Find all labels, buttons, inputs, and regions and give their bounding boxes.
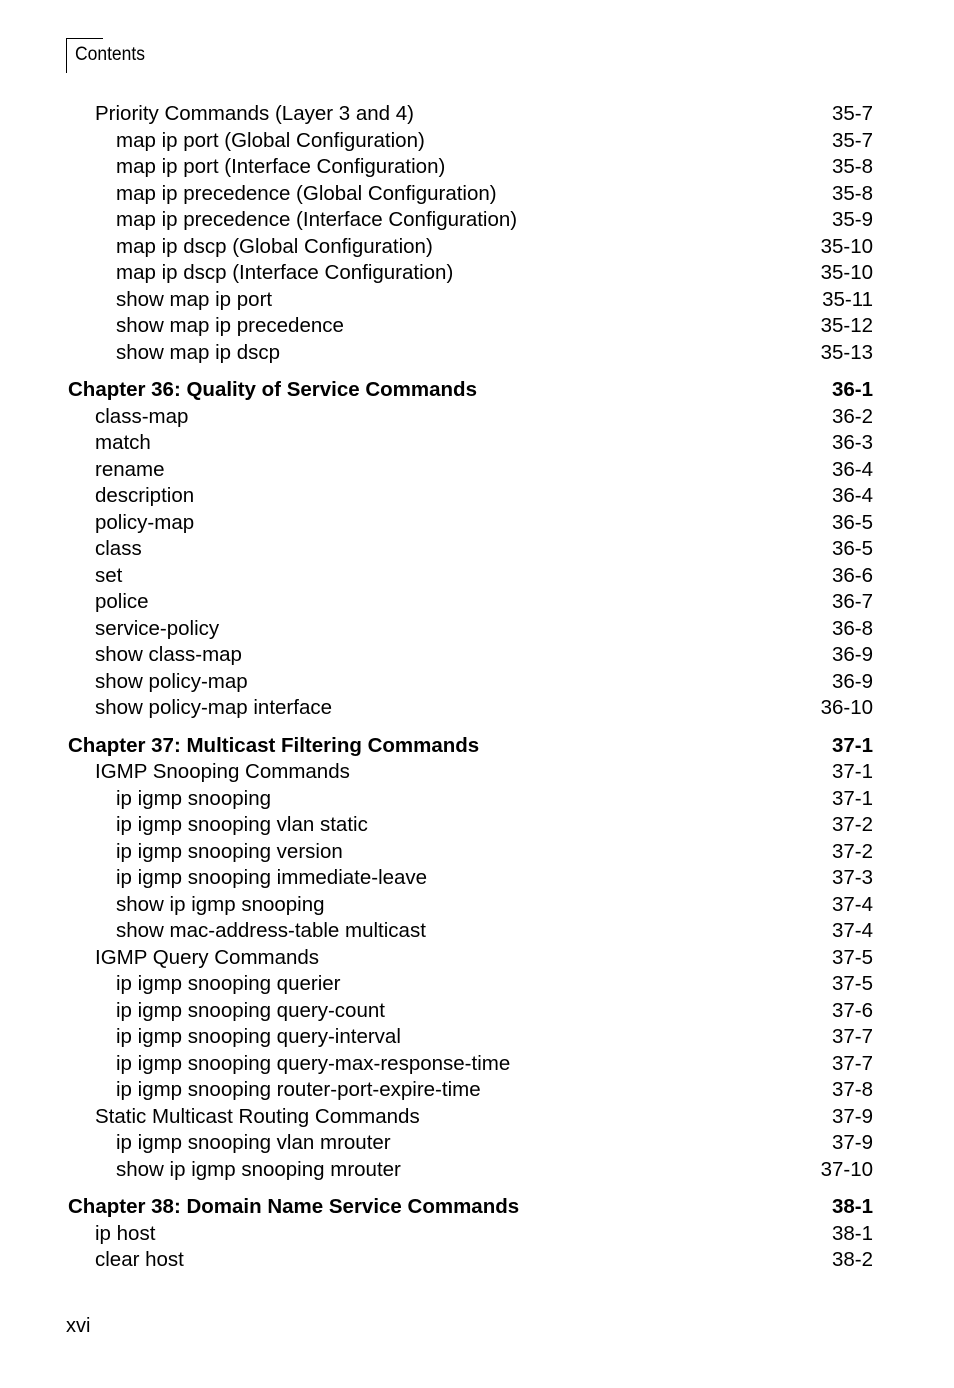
toc-entry-title: set [95, 563, 123, 587]
toc-entry[interactable] [0, 971, 954, 998]
toc-entry-page: 35-7 [831, 128, 873, 152]
toc-entry-page: 36-4 [831, 457, 873, 481]
toc-entry-page: 35-12 [820, 314, 873, 337]
toc-entry[interactable] [0, 589, 954, 616]
toc-entry-title: ip igmp snooping query-interval [116, 1025, 401, 1048]
toc-entry[interactable] [0, 1247, 954, 1274]
toc-entry-page: 36-1 [831, 378, 873, 401]
toc-entry[interactable] [0, 669, 954, 696]
toc-entry[interactable] [0, 207, 954, 234]
toc-entry-page: 37-10 [820, 1157, 873, 1181]
toc-entry-title: show class-map [95, 643, 242, 666]
toc-entry[interactable] [0, 340, 954, 367]
toc-entry-title: police [95, 590, 149, 613]
toc-entry[interactable] [0, 483, 954, 510]
toc-entry-page: 37-2 [831, 813, 873, 836]
toc-entry-page: 36-9 [831, 669, 873, 693]
toc-entry-title: class-map [95, 404, 189, 428]
toc-entry-title: show policy-map [95, 669, 248, 693]
toc-entry[interactable] [0, 313, 954, 340]
toc-entry[interactable] [0, 1051, 954, 1078]
toc-entry-page: 37-4 [831, 892, 873, 916]
toc-entry-title: show map ip port [116, 287, 273, 311]
toc-entry[interactable] [0, 234, 954, 261]
toc-entry-title: map ip precedence (Interface Configuration) [116, 208, 518, 231]
toc-entry-page: 36-8 [831, 616, 873, 640]
toc-entry-page: 35-11 [822, 287, 873, 311]
toc-entry[interactable] [0, 865, 954, 892]
toc-entry-page: 35-10 [820, 261, 873, 284]
toc-entry-page: 38-2 [831, 1248, 873, 1271]
toc-entry[interactable] [0, 510, 954, 537]
toc-entry-title: ip igmp snooping querier [116, 972, 341, 995]
toc-entry[interactable] [0, 695, 954, 722]
toc-entry[interactable] [0, 536, 954, 563]
toc-entry[interactable] [0, 786, 954, 813]
toc-entry-title: policy-map [95, 510, 195, 534]
toc-entry-page: 36-4 [831, 484, 873, 507]
toc-entry[interactable] [0, 1077, 954, 1104]
toc-entry-title: ip igmp snooping query-max-response-time [116, 1051, 511, 1075]
toc-entry-page: 36-6 [831, 563, 873, 587]
toc-entry-page: 35-8 [831, 155, 873, 178]
toc-entry[interactable] [0, 1221, 954, 1248]
toc-entry-title: map ip dscp (Interface Configuration) [116, 261, 454, 284]
toc-entry-title: show mac-address-table multicast [116, 919, 426, 942]
toc-entry-page: 35-13 [820, 340, 873, 364]
toc-entry-page: 37-5 [831, 945, 873, 969]
toc-entry-title: IGMP Snooping Commands [95, 760, 350, 783]
toc-entry-title: IGMP Query Commands [95, 945, 320, 969]
toc-entry-title: show map ip dscp [116, 340, 281, 364]
toc-entry-title: class [95, 537, 142, 560]
toc-entry[interactable] [0, 1104, 954, 1131]
toc-chapter-entry[interactable] [0, 377, 954, 404]
toc-entry[interactable] [0, 154, 954, 181]
toc-entry[interactable] [0, 1024, 954, 1051]
toc-entry[interactable] [0, 892, 954, 919]
toc-entry-title: ip igmp snooping vlan mrouter [116, 1131, 391, 1154]
toc-entry-page: 37-2 [831, 839, 873, 863]
toc-entry[interactable] [0, 260, 954, 287]
toc-entry[interactable] [0, 918, 954, 945]
toc-entry[interactable] [0, 404, 954, 431]
toc-entry-title: match [95, 431, 151, 454]
toc-entry-page: 37-7 [831, 1051, 873, 1075]
header-label: Contents [75, 44, 145, 65]
toc-entry[interactable] [0, 287, 954, 314]
toc-entry-title: show ip igmp snooping [116, 892, 325, 916]
toc-entry[interactable] [0, 457, 954, 484]
toc-entry[interactable] [0, 759, 954, 786]
toc-entry[interactable] [0, 945, 954, 972]
toc-entry[interactable] [0, 812, 954, 839]
toc-entry-page: 37-5 [831, 972, 873, 995]
toc-entry-page: 36-10 [820, 696, 873, 719]
toc-entry[interactable] [0, 998, 954, 1025]
toc-entry-page: 37-9 [831, 1131, 873, 1154]
toc-entry-page: 36-7 [831, 590, 873, 613]
toc-entry-title: map ip precedence (Global Configuration) [116, 181, 497, 205]
toc-entry-title: map ip dscp (Global Configuration) [116, 234, 433, 258]
toc-entry-page: 36-5 [831, 537, 873, 560]
toc-entry-page: 36-9 [831, 643, 873, 666]
toc-entry-page: 37-4 [831, 919, 873, 942]
toc-entry-page: 37-1 [831, 760, 873, 783]
toc-entry[interactable] [0, 101, 954, 128]
toc-chapter-entry[interactable] [0, 1194, 954, 1221]
toc-entry-title: Chapter 37: Multicast Filtering Commands [68, 733, 480, 757]
toc-entry-page: 35-7 [831, 102, 873, 125]
toc-entry-page: 37-1 [831, 733, 873, 757]
toc-entry[interactable] [0, 642, 954, 669]
toc-entry-title: ip igmp snooping [116, 786, 271, 810]
toc-entry[interactable] [0, 839, 954, 866]
page-number: xvi [66, 1315, 91, 1337]
toc-entry-page: 37-3 [831, 866, 873, 889]
toc-entry-page: 38-1 [831, 1195, 873, 1218]
toc-entry-page: 35-8 [831, 181, 873, 205]
toc-entry-title: ip igmp snooping router-port-expire-time [116, 1078, 481, 1101]
toc-entry[interactable] [0, 1157, 954, 1184]
toc-entry-page: 36-5 [831, 510, 873, 534]
toc-entry[interactable] [0, 616, 954, 643]
toc-entry-title: clear host [95, 1248, 184, 1271]
toc-entry-page: 35-9 [831, 208, 873, 231]
toc-entry-page: 37-7 [831, 1025, 873, 1048]
toc-entry-title: show map ip precedence [116, 314, 344, 337]
toc-entry-page: 36-2 [831, 404, 873, 428]
toc-entry-title: ip igmp snooping query-count [116, 998, 385, 1022]
toc-entry-title: description [95, 484, 195, 507]
toc-entry-page: 37-1 [831, 786, 873, 810]
toc-entry-page: 38-1 [831, 1221, 873, 1245]
toc-entry[interactable] [0, 563, 954, 590]
toc-entry-title: show ip igmp snooping mrouter [116, 1157, 401, 1181]
toc-entry[interactable] [0, 181, 954, 208]
toc-entry-page: 37-6 [831, 998, 873, 1022]
toc-entry-page: 36-3 [831, 431, 873, 454]
toc-entry-title: map ip port (Global Configuration) [116, 128, 425, 152]
toc-entry-title: rename [95, 457, 165, 481]
toc-entry-title: Static Multicast Routing Commands [95, 1104, 420, 1128]
toc-entry-page: 37-9 [831, 1104, 873, 1128]
toc-entry-title: map ip port (Interface Configuration) [116, 155, 446, 178]
toc-entry[interactable] [0, 128, 954, 155]
toc-entry-title: Chapter 36: Quality of Service Commands [68, 378, 477, 401]
toc-entry-title: service-policy [95, 616, 220, 640]
toc-entry-title: ip igmp snooping version [116, 839, 343, 863]
toc-chapter-entry[interactable] [0, 733, 954, 760]
toc-entry-title: Priority Commands (Layer 3 and 4) [95, 102, 415, 125]
toc-entry-title: ip igmp snooping vlan static [116, 813, 368, 836]
toc-entry-page: 37-8 [831, 1078, 873, 1101]
toc-entry-title: ip igmp snooping immediate-leave [116, 866, 428, 889]
toc-entry-title: Chapter 38: Domain Name Service Commands [68, 1195, 520, 1218]
table-of-contents [0, 101, 954, 1274]
toc-entry[interactable] [0, 1130, 954, 1157]
toc-entry-title: ip host [95, 1221, 156, 1245]
toc-entry-page: 35-10 [820, 234, 873, 258]
toc-entry[interactable] [0, 430, 954, 457]
toc-entry-title: show policy-map interface [95, 696, 332, 719]
